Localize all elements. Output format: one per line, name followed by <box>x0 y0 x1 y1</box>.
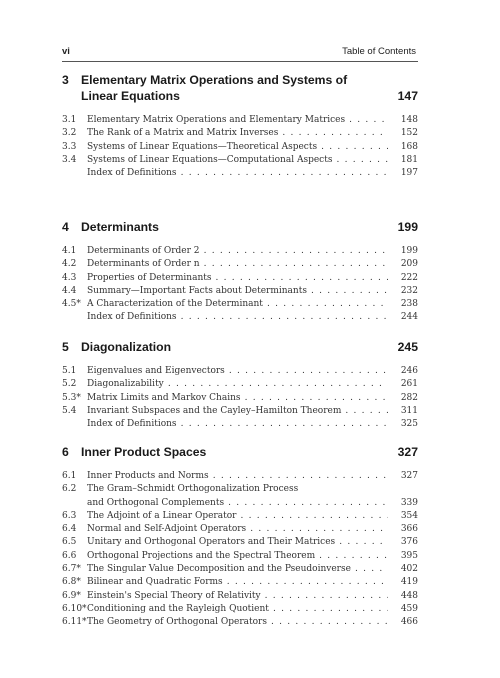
toc-entry[interactable] <box>62 298 418 311</box>
section-page: 395 <box>398 550 418 563</box>
section-page: 325 <box>398 418 418 431</box>
section-title: Index of Definitions . . . <box>87 167 388 180</box>
section-number: 6.3 <box>62 510 77 521</box>
section-number: 4.4 <box>62 285 77 296</box>
section-page: 222 <box>398 272 418 285</box>
section-page: 282 <box>398 392 418 405</box>
chapter-heading[interactable] <box>62 339 418 355</box>
section-page: 339 <box>398 497 418 510</box>
toc-entry[interactable] <box>62 563 418 576</box>
toc-entry[interactable] <box>62 311 418 324</box>
section-number: 5.3* <box>62 392 81 403</box>
section-title: Determinants of Order n . . . <box>87 258 388 271</box>
section-page: 244 <box>398 311 418 324</box>
section-page: 354 <box>398 510 418 523</box>
section-title: Invariant Subspaces and the Cayley–Hamilton Theorem . . . <box>87 405 388 418</box>
section-page: 238 <box>398 298 418 311</box>
toc-entry[interactable] <box>62 603 418 616</box>
section-title: Conditioning and the Rayleigh Quotient . . . <box>87 603 388 616</box>
section-number: 6.1 <box>62 471 77 481</box>
section-number: 4.3 <box>62 272 77 283</box>
section-number: 6.4 <box>62 524 77 535</box>
toc-entry[interactable] <box>62 272 418 285</box>
section-page: 459 <box>398 603 418 616</box>
toc-entry[interactable] <box>62 127 418 140</box>
section-title: Elementary Matrix Operations and Elementary Matrices . . . <box>87 114 388 127</box>
section-number: 3.1 <box>62 115 77 125</box>
section-number: 4.1 <box>62 246 77 256</box>
chapter-page: 199 <box>397 220 418 234</box>
toc-entry[interactable] <box>62 365 418 378</box>
section-number: 6.10* <box>62 603 87 614</box>
chapter-page: 327 <box>397 445 418 459</box>
toc-entry[interactable] <box>62 114 418 127</box>
toc-entry[interactable] <box>62 405 418 418</box>
section-number: 5.1 <box>62 366 77 376</box>
chapter-number: 5 <box>62 340 69 354</box>
section-page: 168 <box>398 141 418 154</box>
toc-entry[interactable] <box>62 154 418 167</box>
section-page: 376 <box>398 536 418 549</box>
section-page: 448 <box>398 590 418 603</box>
toc-entry[interactable] <box>62 576 418 589</box>
section-number: 6.7* <box>62 564 81 575</box>
section-number: 6.9* <box>62 590 81 601</box>
section-number: 6.8* <box>62 577 81 588</box>
section-title <box>87 483 388 510</box>
section-title: Systems of Linear Equations—Computational Aspects . . . <box>87 154 388 167</box>
section-title: The Singular Value Decomposition and the Pseudoinverse . . . <box>87 563 388 576</box>
section-page: 311 <box>398 405 418 418</box>
section-page: 419 <box>398 576 418 589</box>
chapter-6 <box>62 444 418 630</box>
section-title: Matrix Limits and Markov Chains . . . <box>87 392 388 405</box>
toc-entry[interactable] <box>62 523 418 536</box>
page-header <box>62 46 418 60</box>
chapter-4 <box>62 219 418 325</box>
section-number: 5.2 <box>62 379 77 390</box>
section-title: Unitary and Orthogonal Operators and Their Matrices . . . <box>87 536 388 549</box>
toc-entry[interactable] <box>62 418 418 431</box>
section-page: 152 <box>398 127 418 140</box>
chapter-5 <box>62 339 418 431</box>
section-title: Diagonalizability . . . <box>87 378 388 391</box>
section-title: Eigenvalues and Eigenvectors . . . <box>87 365 388 378</box>
chapter-title: Diagonalization <box>81 340 172 354</box>
chapter-heading[interactable] <box>62 72 418 104</box>
section-title: Determinants of Order 2 . . . <box>87 245 388 258</box>
toc-entry[interactable] <box>62 392 418 405</box>
section-title-line2: and Orthogonal Complements . . . <box>87 497 388 510</box>
chapter-heading[interactable] <box>62 219 418 235</box>
section-number: 4.2 <box>62 259 77 270</box>
chapter-number: 3 <box>62 73 69 87</box>
toc-entry[interactable] <box>62 483 418 510</box>
section-title: Normal and Self-Adjoint Operators . . . <box>87 523 388 536</box>
section-number: 6.2 <box>62 484 77 495</box>
section-title: Einstein's Special Theory of Relativity . . . <box>87 590 388 603</box>
section-page: 261 <box>398 378 418 391</box>
section-page: 199 <box>398 245 418 258</box>
toc-entry[interactable] <box>62 285 418 298</box>
section-title: The Adjoint of a Linear Operator . . . <box>87 510 388 523</box>
running-title: Table of Contents <box>342 46 416 57</box>
chapter-heading[interactable] <box>62 444 418 460</box>
toc-entry[interactable] <box>62 536 418 549</box>
section-title: The Rank of a Matrix and Matrix Inverses . . . <box>87 127 388 140</box>
toc-entry[interactable] <box>62 245 418 258</box>
section-page: 197 <box>398 167 418 180</box>
section-page: 246 <box>398 365 418 378</box>
toc-entry[interactable] <box>62 616 418 629</box>
section-number: 6.5 <box>62 537 77 548</box>
section-title: Summary—Important Facts about Determinants . . . <box>87 285 388 298</box>
chapter-entries <box>62 245 418 325</box>
chapter-title: Inner Product Spaces <box>81 445 207 459</box>
chapter-title: Elementary Matrix Operations and Systems of Linear Equations <box>81 73 348 103</box>
section-page: 148 <box>398 114 418 127</box>
chapter-title: Determinants <box>81 220 159 234</box>
toc-entry[interactable] <box>62 258 418 271</box>
section-number: 3.2 <box>62 128 77 139</box>
section-title: Bilinear and Quadratic Forms . . . <box>87 576 388 589</box>
section-number: 3.3 <box>62 141 77 152</box>
toc-entry[interactable] <box>62 510 418 523</box>
section-title: Index of Definitions . . . <box>87 311 388 324</box>
section-title: Index of Definitions . . . <box>87 418 388 431</box>
section-title: Properties of Determinants . . . <box>87 272 388 285</box>
toc-entry[interactable] <box>62 470 418 483</box>
section-number: 6.11* <box>62 617 87 628</box>
section-number: 4.5* <box>62 299 81 310</box>
section-number: 3.4 <box>62 154 77 165</box>
toc-entry[interactable] <box>62 550 418 563</box>
chapter-entries <box>62 114 418 180</box>
section-title: Inner Products and Norms . . . <box>87 470 388 483</box>
section-number: 6.6 <box>62 550 77 561</box>
chapter-page: 245 <box>397 340 418 354</box>
toc-entry[interactable] <box>62 378 418 391</box>
section-title: Orthogonal Projections and the Spectral Theorem . . . <box>87 550 388 563</box>
section-page: 209 <box>398 258 418 271</box>
page-number: vi <box>62 46 70 57</box>
section-number: 5.4 <box>62 405 77 416</box>
chapter-3 <box>62 72 418 180</box>
toc-entry[interactable] <box>62 167 418 180</box>
chapter-entries <box>62 470 418 630</box>
section-title-line1: The Gram–Schmidt Orthogonalization Process <box>87 484 299 495</box>
section-page: 366 <box>398 523 418 536</box>
chapter-page: 147 <box>397 89 418 103</box>
toc-entry[interactable] <box>62 141 418 154</box>
section-page: 327 <box>398 470 418 483</box>
section-title: A Characterization of the Determinant . . . <box>87 298 388 311</box>
toc-entry[interactable] <box>62 590 418 603</box>
section-page: 232 <box>398 285 418 298</box>
chapter-number: 4 <box>62 220 69 234</box>
section-page: 181 <box>398 154 418 167</box>
chapter-number: 6 <box>62 445 69 459</box>
header-rule <box>62 61 418 62</box>
chapter-entries <box>62 365 418 431</box>
section-title: Systems of Linear Equations—Theoretical Aspects . . . <box>87 141 388 154</box>
section-title: The Geometry of Orthogonal Operators . . . <box>87 616 388 629</box>
section-page: 402 <box>398 563 418 576</box>
section-page: 466 <box>398 616 418 629</box>
